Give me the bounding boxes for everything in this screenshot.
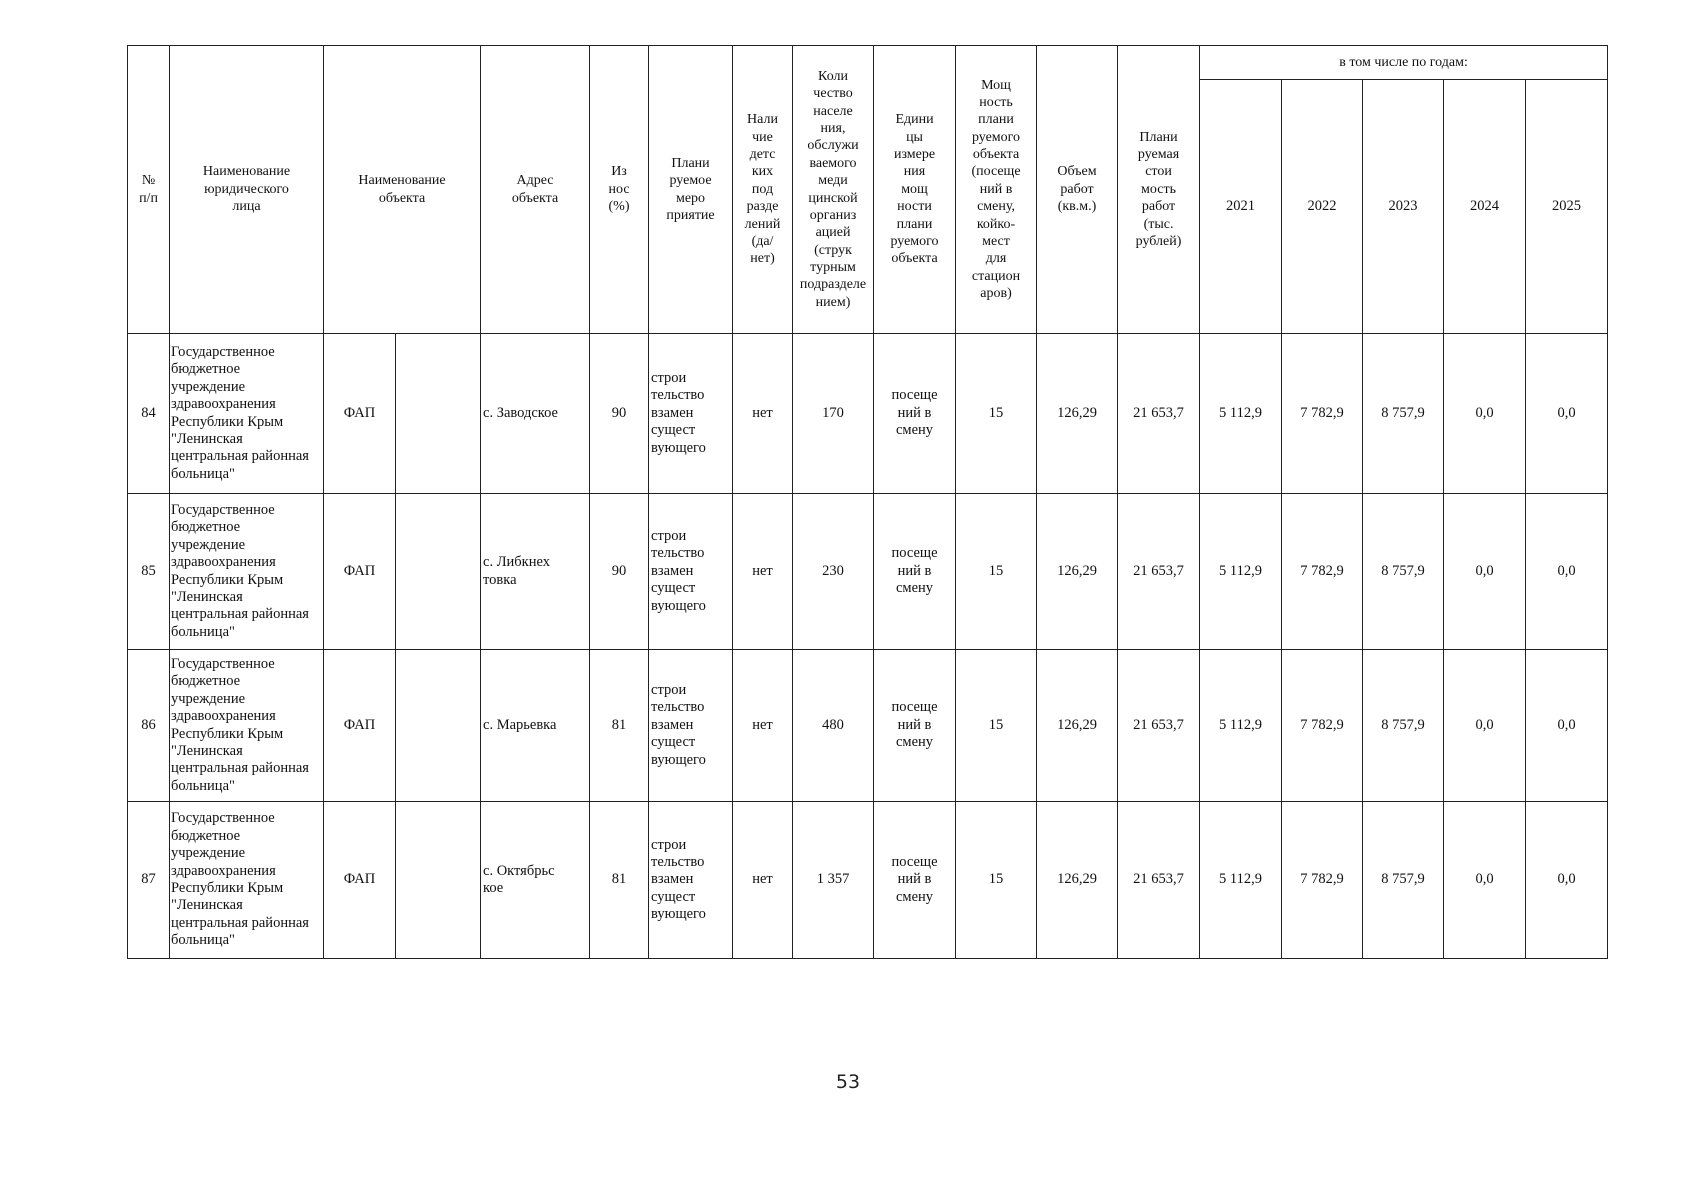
row-legal-entity: Государственное бюджетное учреждение здравоохранения Республики Крым "Ленинская центральная районная больница" bbox=[170, 494, 324, 650]
header-row-top bbox=[128, 46, 1608, 80]
row-num: 87 bbox=[128, 802, 170, 959]
page-number: 53 bbox=[835, 1071, 861, 1093]
row-wear: 81 bbox=[590, 802, 649, 959]
row-planned-measure: строи тельство взамен сущест вующего bbox=[649, 802, 733, 959]
row-object-name: ФАП bbox=[324, 650, 396, 802]
row-children-units: нет bbox=[733, 650, 793, 802]
investment-table bbox=[127, 45, 1608, 959]
row-object-name: ФАП bbox=[324, 494, 396, 650]
header-legal-entity: Наименование юридического лица bbox=[170, 46, 324, 334]
row-address: с. Марьевка bbox=[481, 650, 590, 802]
row-planned-measure: строи тельство взамен сущест вующего bbox=[649, 494, 733, 650]
row-object-extra bbox=[396, 334, 481, 494]
row-year-2021: 5 112,9 bbox=[1200, 802, 1282, 959]
row-year-2025: 0,0 bbox=[1526, 494, 1608, 650]
row-year-2024: 0,0 bbox=[1444, 802, 1526, 959]
row-capacity: 15 bbox=[956, 334, 1037, 494]
row-capacity-units: посеще ний в смену bbox=[874, 802, 956, 959]
header-children-units: Нали чие детс ких под разде лений (да/ нет) bbox=[733, 46, 793, 334]
row-year-2024: 0,0 bbox=[1444, 650, 1526, 802]
row-year-2021: 5 112,9 bbox=[1200, 494, 1282, 650]
row-num: 86 bbox=[128, 650, 170, 802]
row-legal-entity: Государственное бюджетное учреждение здравоохранения Республики Крым "Ленинская центральная районная больница" bbox=[170, 802, 324, 959]
row-year-2023: 8 757,9 bbox=[1363, 494, 1444, 650]
row-year-2025: 0,0 bbox=[1526, 334, 1608, 494]
row-capacity-units: посеще ний в смену bbox=[874, 650, 956, 802]
row-year-2024: 0,0 bbox=[1444, 334, 1526, 494]
header-year-2022: 2022 bbox=[1282, 80, 1363, 334]
row-year-2022: 7 782,9 bbox=[1282, 802, 1363, 959]
row-children-units: нет bbox=[733, 334, 793, 494]
row-planned-cost: 21 653,7 bbox=[1118, 650, 1200, 802]
row-num: 84 bbox=[128, 334, 170, 494]
row-population-served: 480 bbox=[793, 650, 874, 802]
row-work-volume: 126,29 bbox=[1037, 650, 1118, 802]
row-population-served: 1 357 bbox=[793, 802, 874, 959]
header-capacity-units: Едини цы измере ния мощ ности плани руемого объекта bbox=[874, 46, 956, 334]
table-row bbox=[128, 494, 1608, 650]
row-planned-measure: строи тельство взамен сущест вующего bbox=[649, 650, 733, 802]
header-address: Адрес объекта bbox=[481, 46, 590, 334]
row-wear: 90 bbox=[590, 494, 649, 650]
row-population-served: 230 bbox=[793, 494, 874, 650]
row-legal-entity: Государственное бюджетное учреждение здравоохранения Республики Крым "Ленинская центральная районная больница" bbox=[170, 650, 324, 802]
header-year-2024: 2024 bbox=[1444, 80, 1526, 334]
row-wear: 90 bbox=[590, 334, 649, 494]
table-row bbox=[128, 802, 1608, 959]
row-num: 85 bbox=[128, 494, 170, 650]
row-year-2025: 0,0 bbox=[1526, 650, 1608, 802]
header-work-volume: Объем работ (кв.м.) bbox=[1037, 46, 1118, 334]
header-planned-measure: Плани руемое меро приятие bbox=[649, 46, 733, 334]
row-planned-cost: 21 653,7 bbox=[1118, 494, 1200, 650]
row-year-2021: 5 112,9 bbox=[1200, 650, 1282, 802]
row-work-volume: 126,29 bbox=[1037, 334, 1118, 494]
row-year-2025: 0,0 bbox=[1526, 802, 1608, 959]
header-year-2021: 2021 bbox=[1200, 80, 1282, 334]
row-children-units: нет bbox=[733, 802, 793, 959]
header-years-group: в том числе по годам: bbox=[1200, 46, 1608, 80]
row-children-units: нет bbox=[733, 494, 793, 650]
row-capacity: 15 bbox=[956, 802, 1037, 959]
row-work-volume: 126,29 bbox=[1037, 802, 1118, 959]
row-planned-measure: строи тельство взамен сущест вующего bbox=[649, 334, 733, 494]
row-object-extra bbox=[396, 802, 481, 959]
row-address: с. Либкнех товка bbox=[481, 494, 590, 650]
row-object-name: ФАП bbox=[324, 802, 396, 959]
header-object-name: Наименование объекта bbox=[324, 46, 481, 334]
row-capacity-units: посеще ний в смену bbox=[874, 494, 956, 650]
row-year-2022: 7 782,9 bbox=[1282, 494, 1363, 650]
header-planned-cost: Плани руемая стои мость работ (тыс. рублей) bbox=[1118, 46, 1200, 334]
row-year-2024: 0,0 bbox=[1444, 494, 1526, 650]
row-year-2023: 8 757,9 bbox=[1363, 650, 1444, 802]
row-year-2023: 8 757,9 bbox=[1363, 802, 1444, 959]
row-object-extra bbox=[396, 650, 481, 802]
table-row bbox=[128, 334, 1608, 494]
row-address: с. Заводское bbox=[481, 334, 590, 494]
row-capacity: 15 bbox=[956, 650, 1037, 802]
header-year-2025: 2025 bbox=[1526, 80, 1608, 334]
row-capacity: 15 bbox=[956, 494, 1037, 650]
header-capacity: Мощ ность плани руемого объекта (посеще ний в смену, койко- мест для стацион аров) bbox=[956, 46, 1037, 334]
row-year-2021: 5 112,9 bbox=[1200, 334, 1282, 494]
header-year-2023: 2023 bbox=[1363, 80, 1444, 334]
row-legal-entity: Государственное бюджетное учреждение здравоохранения Республики Крым "Ленинская центральная районная больница" bbox=[170, 334, 324, 494]
row-address: с. Октябрьс кое bbox=[481, 802, 590, 959]
row-work-volume: 126,29 bbox=[1037, 494, 1118, 650]
header-wear: Из нос (%) bbox=[590, 46, 649, 334]
table-row bbox=[128, 650, 1608, 802]
row-object-name: ФАП bbox=[324, 334, 396, 494]
row-year-2022: 7 782,9 bbox=[1282, 650, 1363, 802]
row-capacity-units: посеще ний в смену bbox=[874, 334, 956, 494]
row-year-2022: 7 782,9 bbox=[1282, 334, 1363, 494]
header-num: № п/п bbox=[128, 46, 170, 334]
row-wear: 81 bbox=[590, 650, 649, 802]
row-population-served: 170 bbox=[793, 334, 874, 494]
row-year-2023: 8 757,9 bbox=[1363, 334, 1444, 494]
row-object-extra bbox=[396, 494, 481, 650]
row-planned-cost: 21 653,7 bbox=[1118, 802, 1200, 959]
header-population-served: Коли чество населе ния, обслужи ваемого меди цинской организ ацией (струк турным подразделе нием) bbox=[793, 46, 874, 334]
row-planned-cost: 21 653,7 bbox=[1118, 334, 1200, 494]
